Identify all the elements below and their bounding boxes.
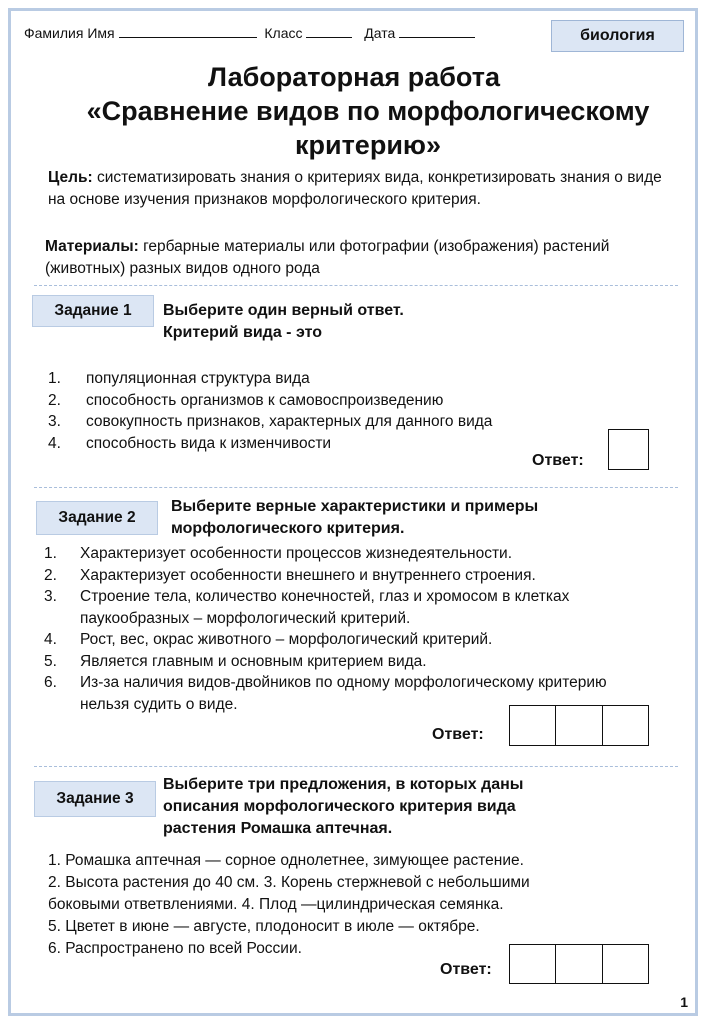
task3-question-line-1: Выберите три предложения, в которых даны: [163, 776, 524, 793]
separator: [34, 766, 678, 767]
task3-question: [163, 774, 523, 840]
task1-question: [163, 300, 404, 344]
task2-question-line-1: Выберите верные характеристики и примеры: [171, 498, 539, 515]
task2-option-4: 4. Рост, вес, окрас животного – морфологический критерий.: [44, 631, 493, 648]
task1-question-line-2: Критерий вида - это: [163, 324, 322, 341]
goal-text: систематизировать знания о критериях вида, конкретизировать знания о виде на основе изучения признаков морфологического критерия.: [48, 169, 662, 208]
surname-name-label: Фамилия Имя: [24, 25, 115, 41]
task1-question-line-1: Выберите один верный ответ.: [163, 302, 404, 319]
task1-option-2: 2. способность организмов к самовоспроизведению: [48, 391, 444, 409]
class-field[interactable]: [306, 25, 352, 38]
task2-question: [171, 496, 538, 540]
materials-label: Материалы:: [45, 238, 139, 255]
subject-badge: биология: [551, 20, 684, 52]
task2-option-5: 5. Является главным и основным критерием вида.: [44, 652, 427, 670]
surname-name-field[interactable]: [119, 25, 257, 38]
task2-answer-cell-2[interactable]: [556, 706, 602, 745]
task1-label: Задание 1: [32, 295, 154, 327]
title-line-2: «Сравнение видов по морфологическому: [86, 96, 650, 126]
goal-paragraph: [48, 167, 668, 211]
page-number: 1: [680, 994, 688, 1010]
date-label: Дата: [364, 25, 396, 41]
task3-answer-cells: [509, 944, 649, 984]
task3-answer-cell-3[interactable]: [603, 945, 648, 983]
materials-text: гербарные материалы или фотографии (изображения) растений (животных) разных видов одного рода: [45, 238, 610, 277]
task3-text-line-1: 1. Ромашка аптечная — сорное однолетнее, зимующее растение.: [48, 852, 524, 869]
task3-question-line-2: описания морфологического критерия вида: [163, 798, 516, 815]
task1-answer-box[interactable]: [608, 429, 649, 470]
separator: [34, 487, 678, 488]
task3-question-line-3: растения Ромашка аптечная.: [163, 820, 393, 837]
task2-option-1: 1. Характеризует особенности процессов жизнедеятельности.: [44, 545, 513, 562]
student-info-line: [24, 25, 475, 41]
task2-answer-cell-1[interactable]: [510, 706, 556, 745]
task3-text-line-4: 5. Цветет в июне — августе, плодоносит в июле — октябре.: [48, 918, 480, 935]
task1-option-4: 4. способность вида к изменчивости: [48, 434, 332, 452]
task3-label: Задание 3: [34, 781, 156, 817]
task3-text-line-2: 2. Высота растения до 40 см. 3. Корень стержневой с небольшими: [48, 874, 530, 891]
task3-text-line-5: 6. Распространено по всей России.: [48, 940, 302, 957]
class-label: Класс: [264, 25, 303, 41]
task1-options: [48, 368, 588, 454]
separator: [34, 285, 678, 286]
date-field[interactable]: [399, 25, 475, 38]
task3-answer-cell-2[interactable]: [556, 945, 602, 983]
task2-answer-cell-3[interactable]: [603, 706, 648, 745]
task2-option-6: 6. Из-за наличия видов-двойников по одному морфологическому критерию нельзя судить о виде.: [44, 674, 607, 713]
task2-option-2: 2. Характеризует особенности внешнего и внутреннего строения.: [44, 566, 536, 584]
goal-label: Цель:: [48, 169, 93, 186]
task2-answer-cells: [509, 705, 649, 746]
task1-answer-label: Ответ:: [532, 452, 584, 469]
materials-paragraph: [45, 236, 655, 280]
task1-option-1: 1. популяционная структура вида: [48, 370, 310, 387]
task2-options: [44, 543, 684, 715]
task2-option-3: 3. Строение тела, количество конечностей, глаз и хромосом в клетках паукообразных – морфологический критерий.: [44, 588, 570, 627]
task3-text-line-3: боковыми ответвлениями. 4. Плод —цилиндрическая семянка.: [48, 896, 504, 913]
task3-answer-cell-1[interactable]: [510, 945, 556, 983]
task2-label: Задание 2: [36, 501, 158, 535]
task2-answer-label: Ответ:: [432, 726, 484, 743]
title-line-1: Лабораторная работа: [208, 62, 500, 92]
task1-option-3: 3. совокупность признаков, характерных для данного вида: [48, 413, 493, 430]
task2-question-line-2: морфологического критерия.: [171, 520, 405, 537]
task3-text: [48, 850, 530, 960]
task3-answer-label: Ответ:: [440, 961, 492, 978]
title-line-3: критерию»: [294, 130, 441, 160]
